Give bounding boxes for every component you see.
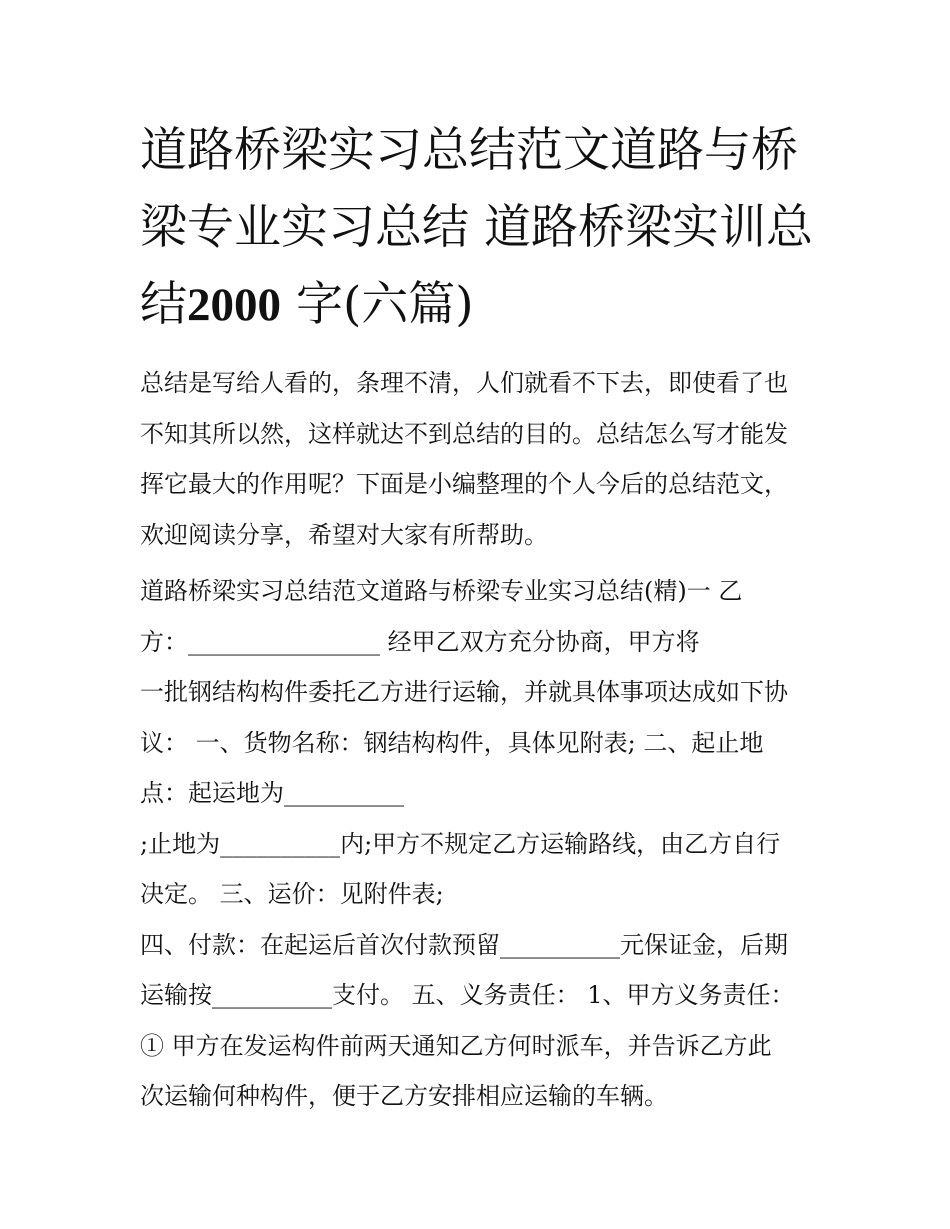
body-line: ① 甲方在发运构件前两天通知乙方何时派车，并告诉乙方此 bbox=[140, 1031, 772, 1060]
document-title bbox=[140, 112, 820, 344]
intro-line: 总结是写给人看的，条理不清，人们就看不下去，即使看了也 bbox=[140, 369, 788, 397]
body-line: 次运输何种构件，便于乙方安排相应运输的车辆。 bbox=[140, 1082, 668, 1110]
body-line: 道路桥梁实习总结范文道路与桥梁专业实习总结(精)一 乙 bbox=[140, 577, 743, 605]
body-line: 决定。 三、运价：见附件表; bbox=[140, 880, 444, 908]
title-suffix: 字(六篇) bbox=[295, 277, 474, 332]
intro-line: 欢迎阅读分享，希望对大家有所帮助。 bbox=[140, 520, 548, 549]
body-line: 一批钢结构构件委托乙方进行运输，并就具体事项达成如下协 bbox=[140, 678, 788, 706]
intro-line: 挥它最大的作用呢？下面是小编整理的个人今后的总结范文， bbox=[140, 470, 788, 498]
document-page bbox=[140, 112, 820, 1122]
intro-paragraph bbox=[140, 358, 820, 560]
body-line: 点：起运地为__________ bbox=[140, 779, 404, 807]
body-line: 议： 一、货物名称：钢结构构件，具体见附表; 二、起止地 bbox=[140, 728, 764, 757]
body-line: 运输按__________支付。 五、义务责任： 1、甲方义务责任： bbox=[140, 981, 795, 1009]
body-line: 四、付款：在起运后首次付款预留__________元保证金，后期 bbox=[140, 930, 788, 959]
title-number: 2000 bbox=[187, 279, 281, 331]
contract-body bbox=[140, 566, 820, 1122]
body-line: 方：________________ 经甲乙双方充分协商，甲方将 bbox=[140, 627, 700, 656]
title-text: 道路桥梁实习总结范文道路与桥梁专业实习总结 道路桥梁实训总结 bbox=[140, 123, 813, 332]
body-line: ;止地为__________内;甲方不规定乙方运输路线，由乙方自行 bbox=[140, 829, 781, 858]
intro-line: 不知其所以然，这样就达不到总结的目的。总结怎么写才能发 bbox=[140, 419, 788, 448]
